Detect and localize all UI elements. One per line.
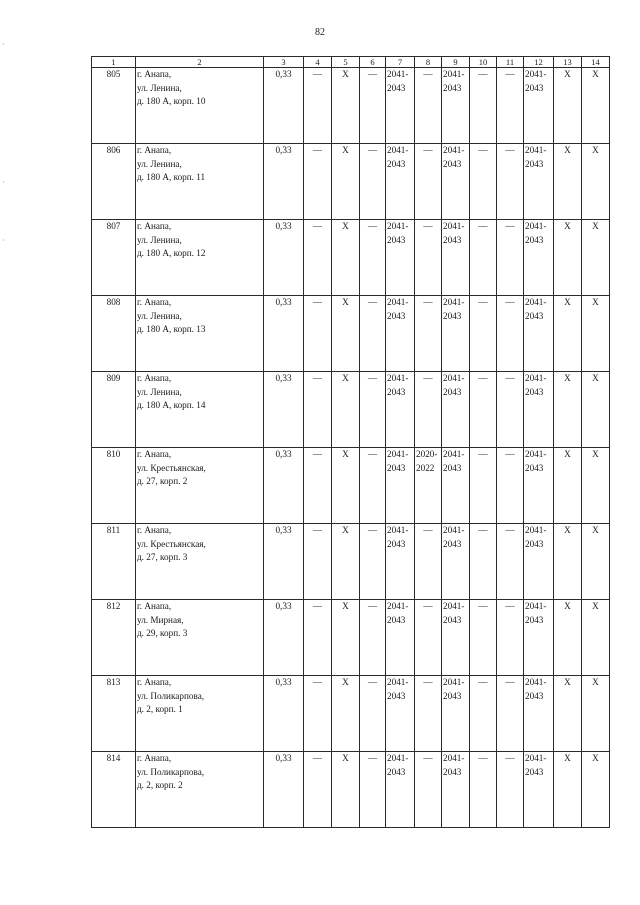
- cell-line: г. Анапа,: [137, 69, 172, 79]
- cell-line: 2043: [525, 234, 544, 245]
- cell-line: 2043: [387, 386, 406, 397]
- cell-line: 2043: [443, 614, 462, 625]
- row-number: 813: [92, 676, 136, 752]
- cell-line: 2041-: [525, 297, 547, 307]
- column-header-1: 1: [92, 57, 136, 68]
- table-row: [92, 600, 610, 676]
- cell-line: 2041-: [525, 69, 547, 79]
- cell-col-9: [442, 676, 470, 752]
- cell-line: г. Анапа,: [137, 753, 172, 763]
- cell-line: 2043: [443, 158, 462, 169]
- cell-col-13: X: [554, 600, 582, 676]
- cell-line: —: [423, 753, 433, 763]
- cell-line: ул. Ленина,: [137, 234, 182, 245]
- cell-line: 2041-: [443, 145, 465, 155]
- cell-line: —: [423, 297, 433, 307]
- cell-line: 2043: [387, 82, 406, 93]
- cell-line: —: [423, 601, 433, 611]
- address-cell: [136, 524, 264, 600]
- cell-col-5: X: [332, 144, 360, 220]
- column-header-11: 11: [497, 57, 524, 68]
- cell-col-4: —: [304, 752, 332, 828]
- cell-line: 2041-: [387, 373, 409, 383]
- cell-line: д. 180 А, корп. 13: [137, 324, 206, 334]
- row-number: 806: [92, 144, 136, 220]
- row-number: 807: [92, 220, 136, 296]
- cell-col-14: X: [582, 68, 610, 144]
- cell-col-14: X: [582, 144, 610, 220]
- cell-col-12: [524, 296, 554, 372]
- cell-col-6: —: [360, 676, 386, 752]
- cell-col-4: —: [304, 68, 332, 144]
- address-cell: [136, 676, 264, 752]
- cell-col-13: X: [554, 296, 582, 372]
- cell-col-8: [415, 220, 442, 296]
- cell-line: 2043: [443, 82, 462, 93]
- cell-line: 2041-: [525, 449, 547, 459]
- cell-col-12: [524, 448, 554, 524]
- cell-line: 2041-: [443, 525, 465, 535]
- cell-line: —: [423, 221, 433, 231]
- cell-col-12: [524, 220, 554, 296]
- cell-line: 2022: [416, 462, 435, 473]
- cell-line: 2043: [387, 766, 406, 777]
- cell-col-6: —: [360, 220, 386, 296]
- cell-col-14: X: [582, 448, 610, 524]
- cell-line: 2043: [525, 690, 544, 701]
- cell-line: 2041-: [443, 297, 465, 307]
- cell-line: 2043: [525, 82, 544, 93]
- cell-col-13: X: [554, 524, 582, 600]
- table-row: [92, 372, 610, 448]
- cell-col-3: 0,33: [264, 676, 304, 752]
- table-row: [92, 220, 610, 296]
- cell-line: 2043: [387, 614, 406, 625]
- cell-col-10: —: [470, 68, 497, 144]
- cell-line: г. Анапа,: [137, 221, 172, 231]
- cell-col-14: X: [582, 676, 610, 752]
- cell-col-12: [524, 524, 554, 600]
- row-number: 809: [92, 372, 136, 448]
- cell-line: д. 29, корп. 3: [137, 628, 188, 638]
- cell-col-14: X: [582, 372, 610, 448]
- row-number: 805: [92, 68, 136, 144]
- table-row: [92, 296, 610, 372]
- cell-col-6: —: [360, 296, 386, 372]
- cell-line: д. 180 А, корп. 12: [137, 248, 206, 258]
- cell-col-9: [442, 600, 470, 676]
- cell-col-14: X: [582, 600, 610, 676]
- cell-line: ул. Поликарпова,: [137, 690, 205, 701]
- cell-col-8: [415, 296, 442, 372]
- cell-col-6: —: [360, 68, 386, 144]
- cell-line: 2041-: [443, 69, 465, 79]
- cell-line: 2043: [525, 462, 544, 473]
- cell-line: д. 27, корп. 3: [137, 552, 188, 562]
- cell-col-7: [386, 144, 415, 220]
- cell-col-7: [386, 448, 415, 524]
- column-header-13: 13: [554, 57, 582, 68]
- cell-col-3: 0,33: [264, 220, 304, 296]
- cell-col-4: —: [304, 676, 332, 752]
- cell-col-9: [442, 220, 470, 296]
- cell-col-13: X: [554, 448, 582, 524]
- cell-line: 2041-: [443, 601, 465, 611]
- cell-col-10: —: [470, 600, 497, 676]
- cell-col-9: [442, 752, 470, 828]
- cell-col-4: —: [304, 296, 332, 372]
- cell-col-9: [442, 372, 470, 448]
- cell-line: 2043: [525, 158, 544, 169]
- cell-col-9: [442, 144, 470, 220]
- cell-col-5: X: [332, 600, 360, 676]
- row-number: 814: [92, 752, 136, 828]
- cell-line: 2041-: [387, 525, 409, 535]
- cell-col-4: —: [304, 448, 332, 524]
- cell-line: —: [423, 373, 433, 383]
- cell-line: 2041-: [525, 677, 547, 687]
- cell-col-10: —: [470, 676, 497, 752]
- cell-line: ул. Ленина,: [137, 386, 182, 397]
- cell-line: 2041-: [525, 601, 547, 611]
- table-body: [92, 68, 610, 828]
- cell-line: 2041-: [443, 221, 465, 231]
- row-number: 811: [92, 524, 136, 600]
- cell-col-14: X: [582, 752, 610, 828]
- column-header-14: 14: [582, 57, 610, 68]
- cell-line: 2043: [387, 462, 406, 473]
- cell-line: д. 180 А, корп. 10: [137, 96, 206, 106]
- cell-line: д. 180 А, корп. 11: [137, 172, 206, 182]
- cell-col-3: 0,33: [264, 524, 304, 600]
- cell-col-3: 0,33: [264, 372, 304, 448]
- cell-line: д. 180 А, корп. 14: [137, 400, 206, 410]
- cell-col-8: [415, 524, 442, 600]
- cell-col-3: 0,33: [264, 68, 304, 144]
- cell-col-13: X: [554, 220, 582, 296]
- cell-col-7: [386, 296, 415, 372]
- cell-line: 2043: [443, 310, 462, 321]
- cell-line: д. 27, корп. 2: [137, 476, 188, 486]
- cell-col-4: —: [304, 144, 332, 220]
- cell-line: 2043: [387, 690, 406, 701]
- cell-col-8: [415, 68, 442, 144]
- cell-col-5: X: [332, 524, 360, 600]
- cell-col-8: [415, 144, 442, 220]
- cell-col-4: —: [304, 220, 332, 296]
- cell-line: г. Анапа,: [137, 601, 172, 611]
- cell-col-3: 0,33: [264, 296, 304, 372]
- margin-mark: ·: [2, 40, 5, 49]
- margin-mark: ·: [2, 236, 5, 245]
- cell-line: ул. Поликарпова,: [137, 766, 205, 777]
- column-header-7: 7: [386, 57, 415, 68]
- column-header-12: 12: [524, 57, 554, 68]
- cell-col-5: X: [332, 68, 360, 144]
- cell-line: 2041-: [387, 221, 409, 231]
- cell-line: 2043: [525, 386, 544, 397]
- cell-col-4: —: [304, 600, 332, 676]
- cell-line: г. Анапа,: [137, 449, 172, 459]
- cell-col-7: [386, 220, 415, 296]
- cell-col-6: —: [360, 524, 386, 600]
- cell-line: 2041-: [443, 373, 465, 383]
- cell-col-10: —: [470, 448, 497, 524]
- table-row: [92, 524, 610, 600]
- cell-col-13: X: [554, 144, 582, 220]
- cell-col-11: —: [497, 220, 524, 296]
- cell-col-6: —: [360, 448, 386, 524]
- cell-col-13: X: [554, 676, 582, 752]
- cell-line: г. Анапа,: [137, 145, 172, 155]
- row-number: 810: [92, 448, 136, 524]
- cell-col-14: X: [582, 524, 610, 600]
- cell-line: 2043: [443, 386, 462, 397]
- cell-line: г. Анапа,: [137, 525, 172, 535]
- cell-line: 2043: [443, 462, 462, 473]
- cell-col-9: [442, 448, 470, 524]
- cell-line: ул. Мирная,: [137, 614, 184, 625]
- cell-col-3: 0,33: [264, 144, 304, 220]
- address-cell: [136, 600, 264, 676]
- table-row: [92, 144, 610, 220]
- cell-line: ул. Крестьянская,: [137, 462, 206, 473]
- cell-line: ул. Ленина,: [137, 82, 182, 93]
- cell-line: 2041-: [387, 601, 409, 611]
- cell-col-7: [386, 68, 415, 144]
- cell-line: г. Анапа,: [137, 373, 172, 383]
- cell-line: 2043: [525, 766, 544, 777]
- cell-col-12: [524, 144, 554, 220]
- register-table: [91, 56, 610, 828]
- cell-col-6: —: [360, 600, 386, 676]
- cell-line: г. Анапа,: [137, 297, 172, 307]
- cell-col-7: [386, 600, 415, 676]
- cell-col-5: X: [332, 296, 360, 372]
- table-header-row: [92, 57, 610, 68]
- cell-col-12: [524, 68, 554, 144]
- cell-col-9: [442, 524, 470, 600]
- cell-line: 2041-: [387, 677, 409, 687]
- address-cell: [136, 144, 264, 220]
- cell-line: ул. Ленина,: [137, 310, 182, 321]
- cell-line: 2041-: [443, 449, 465, 459]
- cell-col-9: [442, 68, 470, 144]
- cell-line: 2041-: [387, 69, 409, 79]
- cell-line: 2041-: [387, 449, 409, 459]
- cell-col-3: 0,33: [264, 752, 304, 828]
- cell-col-9: [442, 296, 470, 372]
- cell-line: 2043: [525, 310, 544, 321]
- column-header-6: 6: [360, 57, 386, 68]
- cell-col-10: —: [470, 752, 497, 828]
- cell-line: 2020-: [416, 449, 438, 459]
- column-header-2: 2: [136, 57, 264, 68]
- address-cell: [136, 220, 264, 296]
- cell-col-8: [415, 448, 442, 524]
- cell-col-7: [386, 372, 415, 448]
- cell-col-7: [386, 752, 415, 828]
- cell-line: д. 2, корп. 2: [137, 780, 183, 790]
- cell-line: 2041-: [525, 525, 547, 535]
- cell-line: 2043: [443, 538, 462, 549]
- table-row: [92, 676, 610, 752]
- cell-col-6: —: [360, 372, 386, 448]
- column-header-5: 5: [332, 57, 360, 68]
- cell-col-10: —: [470, 220, 497, 296]
- cell-line: 2041-: [387, 297, 409, 307]
- cell-col-14: X: [582, 220, 610, 296]
- cell-line: 2043: [443, 234, 462, 245]
- cell-col-5: X: [332, 752, 360, 828]
- column-header-8: 8: [415, 57, 442, 68]
- table-row: [92, 752, 610, 828]
- address-cell: [136, 372, 264, 448]
- cell-line: 2043: [525, 538, 544, 549]
- cell-col-10: —: [470, 296, 497, 372]
- address-cell: [136, 448, 264, 524]
- cell-col-13: X: [554, 372, 582, 448]
- column-header-4: 4: [304, 57, 332, 68]
- cell-col-10: —: [470, 524, 497, 600]
- cell-col-4: —: [304, 372, 332, 448]
- cell-col-5: X: [332, 676, 360, 752]
- cell-line: 2043: [387, 158, 406, 169]
- cell-line: ул. Крестьянская,: [137, 538, 206, 549]
- cell-line: 2041-: [443, 677, 465, 687]
- cell-col-11: —: [497, 296, 524, 372]
- row-number: 808: [92, 296, 136, 372]
- cell-line: 2041-: [525, 221, 547, 231]
- cell-col-10: —: [470, 144, 497, 220]
- cell-col-5: X: [332, 448, 360, 524]
- cell-line: 2041-: [525, 753, 547, 763]
- cell-col-3: 0,33: [264, 448, 304, 524]
- table-row: [92, 448, 610, 524]
- cell-col-11: —: [497, 752, 524, 828]
- cell-line: 2043: [387, 310, 406, 321]
- cell-line: ул. Ленина,: [137, 158, 182, 169]
- cell-col-14: X: [582, 296, 610, 372]
- cell-col-8: [415, 676, 442, 752]
- table-row: [92, 68, 610, 144]
- cell-line: —: [423, 677, 433, 687]
- cell-col-12: [524, 676, 554, 752]
- column-header-10: 10: [470, 57, 497, 68]
- cell-col-11: —: [497, 524, 524, 600]
- cell-line: 2043: [387, 234, 406, 245]
- cell-col-12: [524, 372, 554, 448]
- cell-col-4: —: [304, 524, 332, 600]
- address-cell: [136, 68, 264, 144]
- cell-col-8: [415, 752, 442, 828]
- cell-col-6: —: [360, 752, 386, 828]
- cell-col-11: —: [497, 676, 524, 752]
- address-cell: [136, 752, 264, 828]
- cell-col-5: X: [332, 372, 360, 448]
- cell-col-7: [386, 524, 415, 600]
- cell-col-8: [415, 372, 442, 448]
- cell-col-11: —: [497, 372, 524, 448]
- page-number: 82: [315, 27, 325, 38]
- cell-col-6: —: [360, 144, 386, 220]
- cell-line: 2041-: [387, 753, 409, 763]
- cell-col-12: [524, 752, 554, 828]
- cell-col-3: 0,33: [264, 600, 304, 676]
- cell-col-5: X: [332, 220, 360, 296]
- cell-line: 2041-: [443, 753, 465, 763]
- cell-col-11: —: [497, 600, 524, 676]
- address-cell: [136, 296, 264, 372]
- cell-col-11: —: [497, 144, 524, 220]
- cell-col-8: [415, 600, 442, 676]
- cell-col-13: X: [554, 752, 582, 828]
- cell-line: 2041-: [525, 145, 547, 155]
- cell-line: г. Анапа,: [137, 677, 172, 687]
- cell-line: 2043: [525, 614, 544, 625]
- cell-col-11: —: [497, 448, 524, 524]
- cell-col-12: [524, 600, 554, 676]
- cell-line: 2043: [443, 766, 462, 777]
- cell-line: —: [423, 145, 433, 155]
- cell-col-10: —: [470, 372, 497, 448]
- column-header-3: 3: [264, 57, 304, 68]
- cell-line: 2041-: [387, 145, 409, 155]
- cell-line: —: [423, 69, 433, 79]
- row-number: 812: [92, 600, 136, 676]
- cell-col-11: —: [497, 68, 524, 144]
- margin-mark: ·: [2, 178, 5, 187]
- cell-line: 2041-: [525, 373, 547, 383]
- cell-line: 2043: [387, 538, 406, 549]
- cell-line: д. 2, корп. 1: [137, 704, 183, 714]
- column-header-9: 9: [442, 57, 470, 68]
- cell-col-13: X: [554, 68, 582, 144]
- cell-col-7: [386, 676, 415, 752]
- cell-line: 2043: [443, 690, 462, 701]
- cell-line: —: [423, 525, 433, 535]
